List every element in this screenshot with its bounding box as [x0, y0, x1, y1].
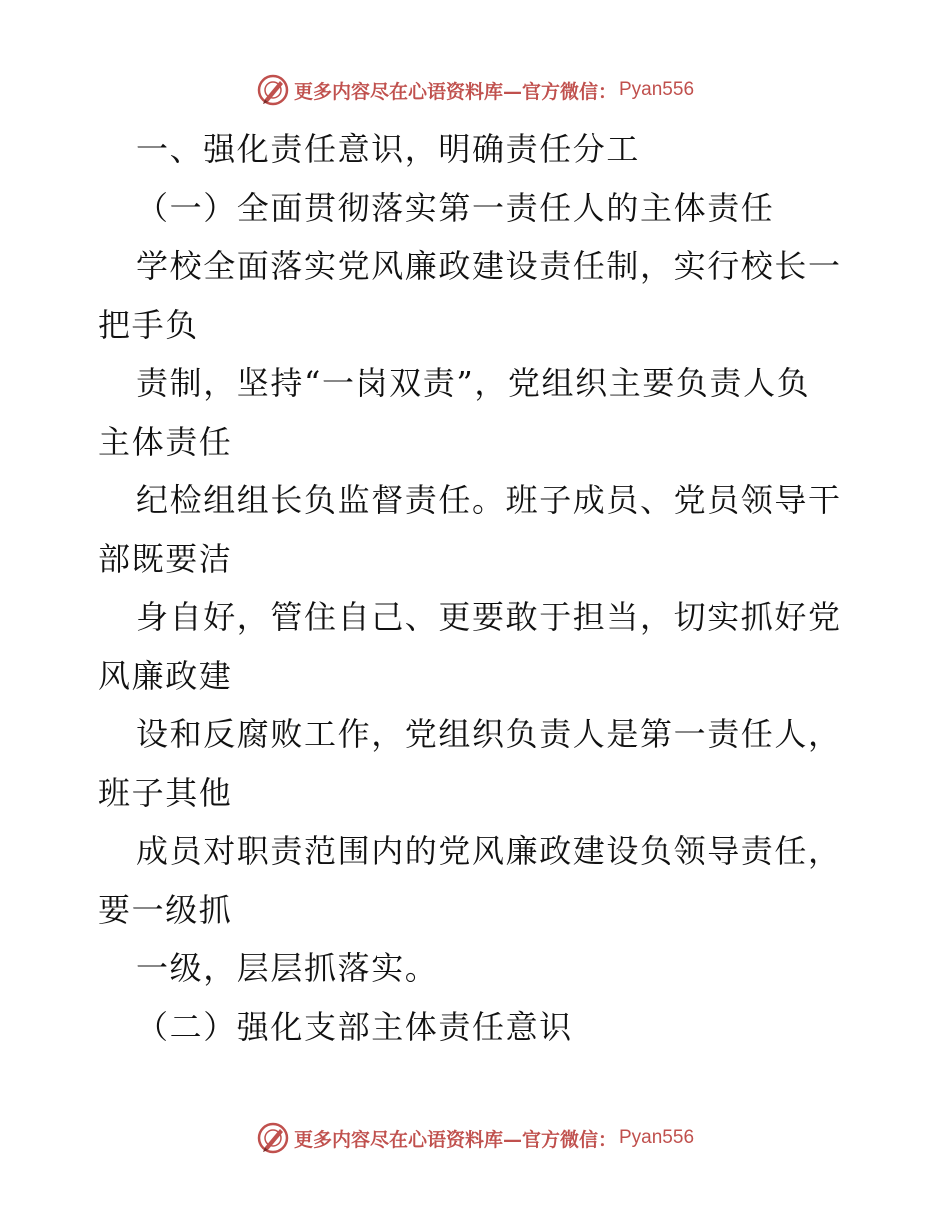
subheading-1: （一）全面贯彻落实第一责任人的主体责任 — [136, 188, 775, 227]
paragraph-line: 把手负 — [98, 305, 199, 344]
pen-logo-icon — [256, 1121, 290, 1155]
paragraph-line: 设和反腐败工作，党组织负责人是第一责任人， — [136, 715, 842, 753]
paragraph-line: 风廉政建 — [98, 656, 233, 695]
paragraph-line: 要一级抓 — [98, 890, 233, 929]
paragraph-line: 责制，坚持“一岗双责”，党组织主要负责人负 — [136, 364, 811, 402]
footer-watermark — [0, 1118, 950, 1158]
watermark-text: 更多内容尽在心语资料库—官方微信： — [293, 80, 617, 103]
pen-logo-icon — [256, 73, 290, 107]
subheading-2: （二）强化支部主体责任意识 — [136, 1007, 573, 1046]
paragraph-line: 部既要洁 — [98, 539, 233, 578]
paragraph-line: 班子其他 — [98, 773, 233, 812]
paragraph-line: 成员对职责范围内的党风廉政建设负领导责任， — [136, 832, 842, 870]
paragraph-line: 纪检组组长负监督责任。班子成员、党员领导干 — [136, 481, 842, 519]
paragraph-line: 一级，层层抓落实。 — [136, 949, 439, 987]
paragraph-line: 学校全面落实党风廉政建设责任制，实行校长一 — [136, 247, 842, 285]
header-watermark — [0, 70, 950, 110]
paragraph-line: 身自好，管住自己、更要敢于担当，切实抓好党 — [136, 598, 842, 636]
watermark-wechat-id: Pyan556 — [619, 79, 695, 100]
heading-section-1: 一、强化责任意识，明确责任分工 — [136, 130, 641, 168]
watermark-text: 更多内容尽在心语资料库—官方微信： — [293, 1128, 617, 1151]
watermark-wechat-id: Pyan556 — [619, 1127, 695, 1148]
document-body — [98, 120, 858, 1056]
paragraph-line: 主体责任 — [98, 422, 233, 461]
